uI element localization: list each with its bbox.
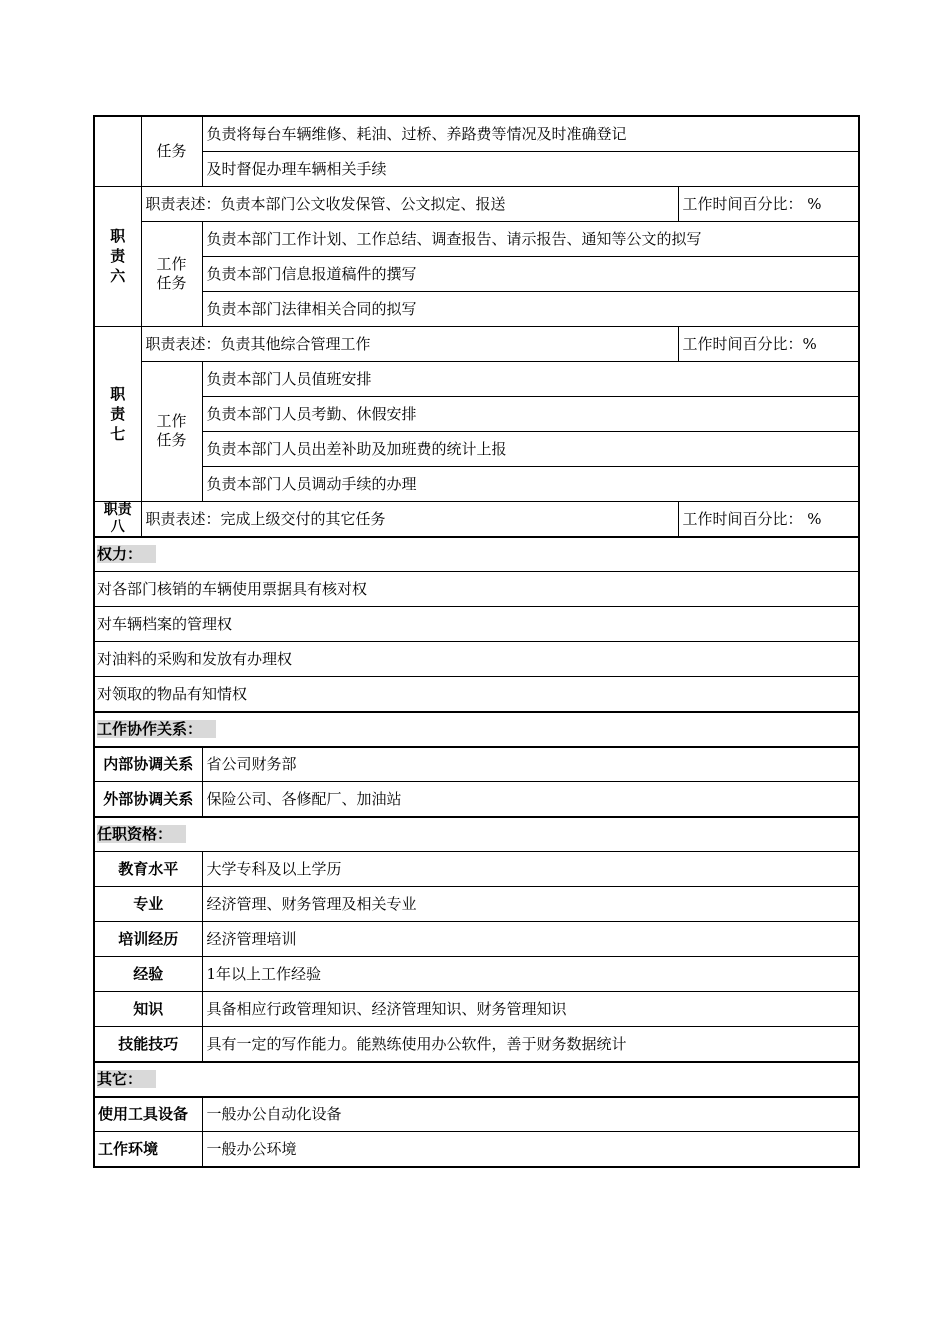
power-item-row	[94, 607, 859, 642]
other-heading: 其它：	[94, 1062, 859, 1097]
duty6-task-2: 负责本部门信息报道稿件的撰写	[202, 256, 859, 291]
power-heading-row	[94, 537, 859, 572]
power-item-1: 对各部门核销的车辆使用票据具有核对权	[94, 572, 859, 607]
power-item-row	[94, 677, 859, 712]
qualifications-heading-row	[94, 817, 859, 852]
power-item-row	[94, 572, 859, 607]
duty7-task-row	[94, 396, 859, 431]
duty6-title: 职责六	[94, 186, 141, 326]
duty8-desc: 职责表述：完成上级交付的其它任务	[141, 501, 678, 537]
duty7-task-4: 负责本部门人员调动手续的办理	[202, 466, 859, 501]
qualification-value-major: 经济管理、财务管理及相关专业	[202, 887, 859, 922]
qualification-value-knowledge: 具备相应行政管理知识、经济管理知识、财务管理知识	[202, 992, 859, 1027]
duty6-percent: 工作时间百分比： %	[678, 186, 859, 221]
relations-heading: 工作协作关系：	[94, 712, 859, 747]
qualification-label-knowledge: 知识	[94, 992, 202, 1027]
duty7-task-3: 负责本部门人员出差补助及加班费的统计上报	[202, 431, 859, 466]
duty7-task-1: 负责本部门人员值班安排	[202, 361, 859, 396]
qualification-value-training: 经济管理培训	[202, 922, 859, 957]
qualification-label-education: 教育水平	[94, 852, 202, 887]
power-item-3: 对油料的采购和发放有办理权	[94, 642, 859, 677]
duty6-task-row	[94, 291, 859, 326]
duty6-task-3: 负责本部门法律相关合同的拟写	[202, 291, 859, 326]
duty7-task-2: 负责本部门人员考勤、休假安排	[202, 396, 859, 431]
duty6-desc-row	[94, 186, 859, 221]
duty6-task-row	[94, 221, 859, 256]
relations-external-value: 保险公司、各修配厂、加油站	[202, 782, 859, 817]
qualification-row	[94, 1027, 859, 1062]
power-item-2: 对车辆档案的管理权	[94, 607, 859, 642]
qualification-row	[94, 887, 859, 922]
relations-internal-row	[94, 747, 859, 782]
other-env-row	[94, 1132, 859, 1167]
duty6-desc: 职责表述：负责本部门公文收发保管、公文拟定、报送	[141, 186, 678, 221]
duty7-title: 职责七	[94, 326, 141, 501]
job-description-table	[93, 115, 860, 1168]
other-heading-row	[94, 1062, 859, 1097]
power-item-row	[94, 642, 859, 677]
duty7-task-row	[94, 431, 859, 466]
qualification-value-education: 大学专科及以上学历	[202, 852, 859, 887]
other-env-value: 一般办公环境	[202, 1132, 859, 1167]
duty5-task-label: 任务	[141, 116, 202, 186]
duty7-task-label: 工作任务	[141, 361, 202, 501]
other-tools-value: 一般办公自动化设备	[202, 1097, 859, 1132]
qualification-label-skills: 技能技巧	[94, 1027, 202, 1062]
duty7-percent: 工作时间百分比：%	[678, 326, 859, 361]
job-description-document	[93, 115, 858, 1168]
duty6-task-1: 负责本部门工作计划、工作总结、调查报告、请示报告、通知等公文的拟写	[202, 221, 859, 256]
relations-internal-value: 省公司财务部	[202, 747, 859, 782]
duty5-title-cell	[94, 116, 141, 186]
other-tools-label: 使用工具设备	[94, 1097, 202, 1132]
relations-external-label: 外部协调关系	[94, 782, 202, 817]
other-tools-row	[94, 1097, 859, 1132]
qualification-row	[94, 922, 859, 957]
qualification-label-training: 培训经历	[94, 922, 202, 957]
power-heading: 权力：	[94, 537, 859, 572]
qualification-row	[94, 992, 859, 1027]
duty5-task-1: 负责将每台车辆维修、耗油、过桥、养路费等情况及时准确登记	[202, 116, 859, 151]
duty5-task-row	[94, 151, 859, 186]
relations-heading-row	[94, 712, 859, 747]
qualifications-heading: 任职资格：	[94, 817, 859, 852]
power-item-4: 对领取的物品有知情权	[94, 677, 859, 712]
duty8-desc-row	[94, 501, 859, 537]
duty7-task-row	[94, 466, 859, 501]
duty6-task-row	[94, 256, 859, 291]
qualification-row	[94, 957, 859, 992]
qualification-label-major: 专业	[94, 887, 202, 922]
duty8-percent: 工作时间百分比： %	[678, 501, 859, 537]
duty5-task-2: 及时督促办理车辆相关手续	[202, 151, 859, 186]
duty8-title: 职责八	[94, 501, 141, 537]
duty7-desc-row	[94, 326, 859, 361]
duty7-desc: 职责表述：负责其他综合管理工作	[141, 326, 678, 361]
relations-internal-label: 内部协调关系	[94, 747, 202, 782]
duty5-task-row	[94, 116, 859, 151]
duty7-task-row	[94, 361, 859, 396]
qualification-value-experience: 1年以上工作经验	[202, 957, 859, 992]
qualification-row	[94, 852, 859, 887]
qualification-label-experience: 经验	[94, 957, 202, 992]
other-env-label: 工作环境	[94, 1132, 202, 1167]
duty6-task-label: 工作任务	[141, 221, 202, 326]
qualification-value-skills: 具有一定的写作能力。能熟练使用办公软件，善于财务数据统计	[202, 1027, 859, 1062]
relations-external-row	[94, 782, 859, 817]
